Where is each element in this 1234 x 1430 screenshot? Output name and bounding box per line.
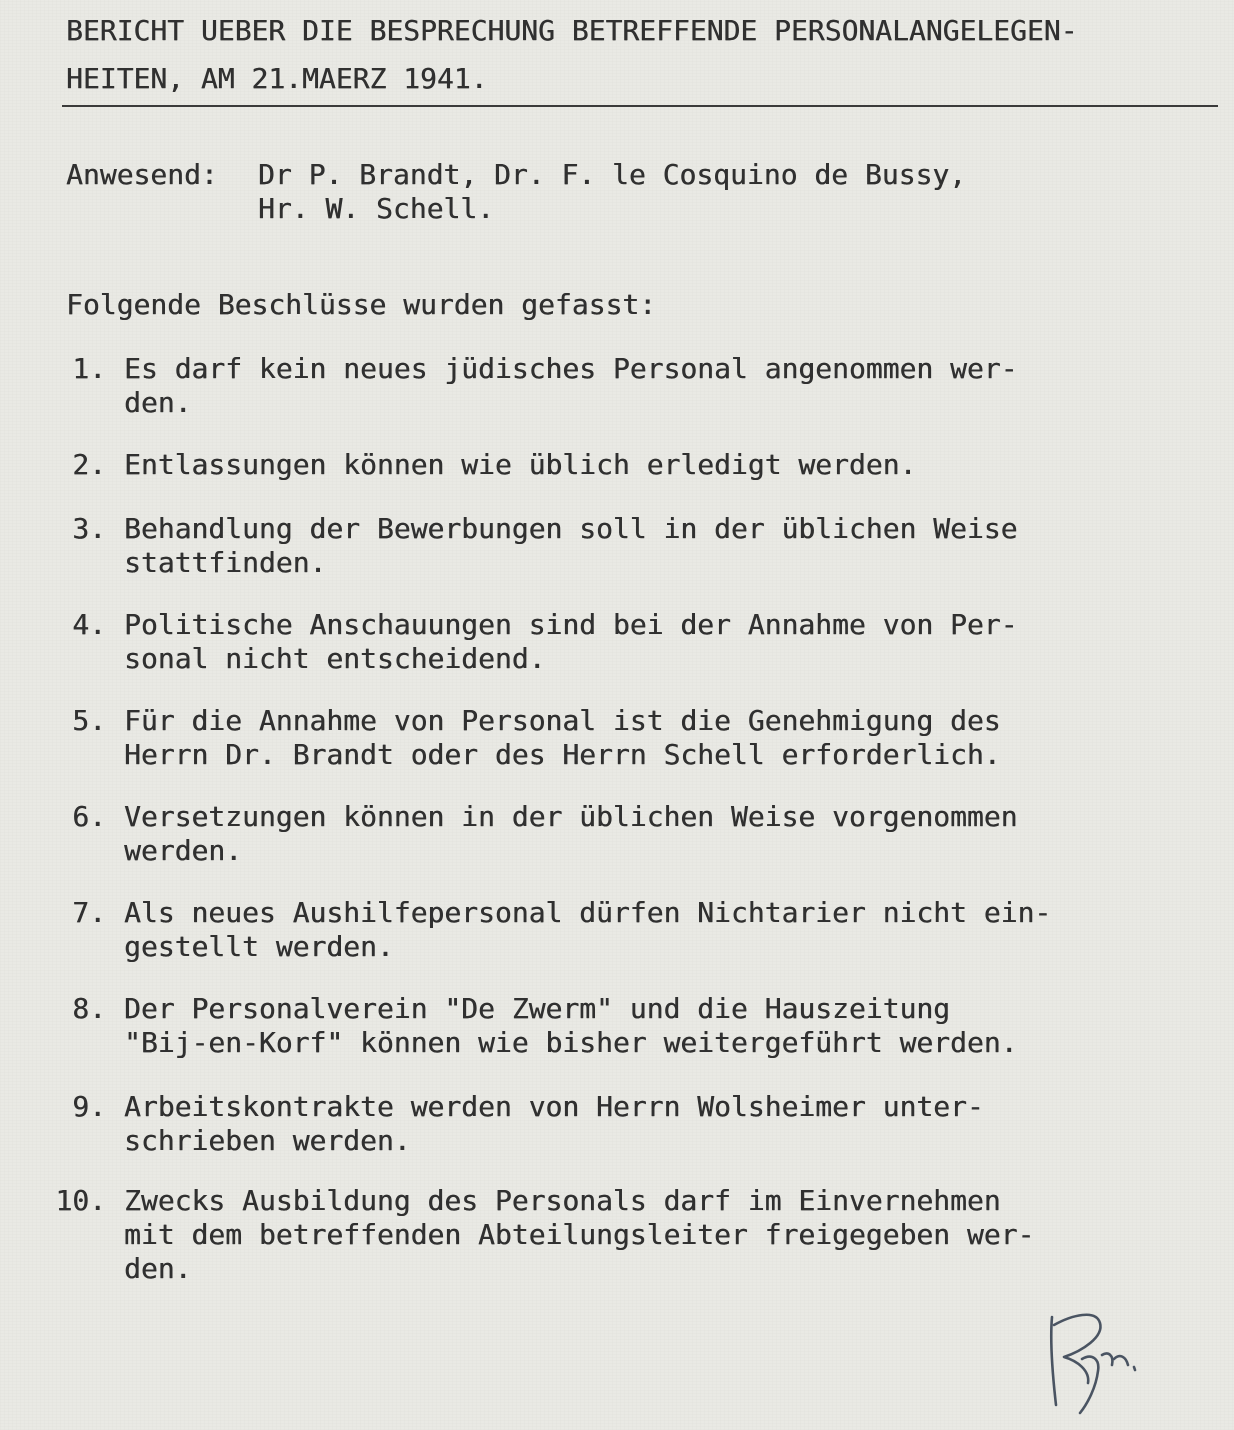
resolution-number: 6. [72, 800, 106, 833]
document-title-line-2: HEITEN, AM 21.MAERZ 1941. [66, 62, 488, 95]
resolution-number: 9. [72, 1090, 106, 1123]
resolution-number: 7. [72, 896, 106, 929]
resolution-text-line: stattfinden. [124, 546, 327, 579]
resolution-text-line: Behandlung der Bewerbungen soll in der üblichen Weise [124, 512, 1018, 545]
attendance-names-line-2: Hr. W. Schell. [258, 192, 495, 225]
resolution-text-line: mit dem betreffenden Abteilungsleiter freigegeben wer- [124, 1218, 1035, 1251]
resolutions-heading: Folgende Beschlüsse wurden gefasst: [66, 288, 657, 321]
attendance-label: Anwesend: [66, 158, 218, 191]
resolution-text-line: gestellt werden. [124, 930, 394, 963]
resolution-text-line: den. [124, 386, 192, 419]
resolution-number: 5. [72, 704, 106, 737]
resolution-text-line: Als neues Aushilfepersonal dürfen Nichtarier nicht ein- [124, 896, 1052, 929]
resolution-number: 8. [72, 992, 106, 1025]
resolution-text-line: werden. [124, 834, 243, 867]
resolution-number: 2. [72, 448, 106, 481]
resolution-text-line: Arbeitskontrakte werden von Herrn Wolsheimer unter- [124, 1090, 984, 1123]
resolution-text-line: Politische Anschauungen sind bei der Annahme von Per- [124, 608, 1018, 641]
resolution-number: 3. [72, 512, 106, 545]
resolution-text-line: Versetzungen können in der üblichen Weise vorgenommen [124, 800, 1018, 833]
resolution-number: 10. [55, 1184, 106, 1217]
resolution-text-line: Für die Annahme von Personal ist die Genehmigung des [124, 704, 1001, 737]
resolution-number: 4. [72, 608, 106, 641]
resolution-text-line: Der Personalverein "De Zwerm" und die Hauszeitung [124, 992, 951, 1025]
resolution-text-line: Entlassungen können wie üblich erledigt werden. [124, 448, 917, 481]
resolution-text-line: Es darf kein neues jüdisches Personal angenommen wer- [124, 352, 1018, 385]
handwritten-initials-signature [1030, 1295, 1140, 1420]
resolution-text-line: Zwecks Ausbildung des Personals darf im Einvernehmen [124, 1184, 1001, 1217]
resolution-text-line: sonal nicht entscheidend. [124, 642, 546, 675]
attendance-names-line-1: Dr P. Brandt, Dr. F. le Cosquino de Bussy, [258, 158, 967, 191]
resolution-text-line: "Bij-en-Korf" können wie bisher weitergeführt werden. [124, 1026, 1018, 1059]
document-title-line-1: BERICHT UEBER DIE BESPRECHUNG BETREFFENDE PERSONALANGELEGEN- [66, 14, 1078, 47]
resolution-number: 1. [72, 352, 106, 385]
resolution-text-line: den. [124, 1252, 192, 1285]
title-underline-rule [62, 105, 1218, 107]
resolution-text-line: Herrn Dr. Brandt oder des Herrn Schell erforderlich. [124, 738, 1001, 771]
resolution-text-line: schrieben werden. [124, 1124, 411, 1157]
